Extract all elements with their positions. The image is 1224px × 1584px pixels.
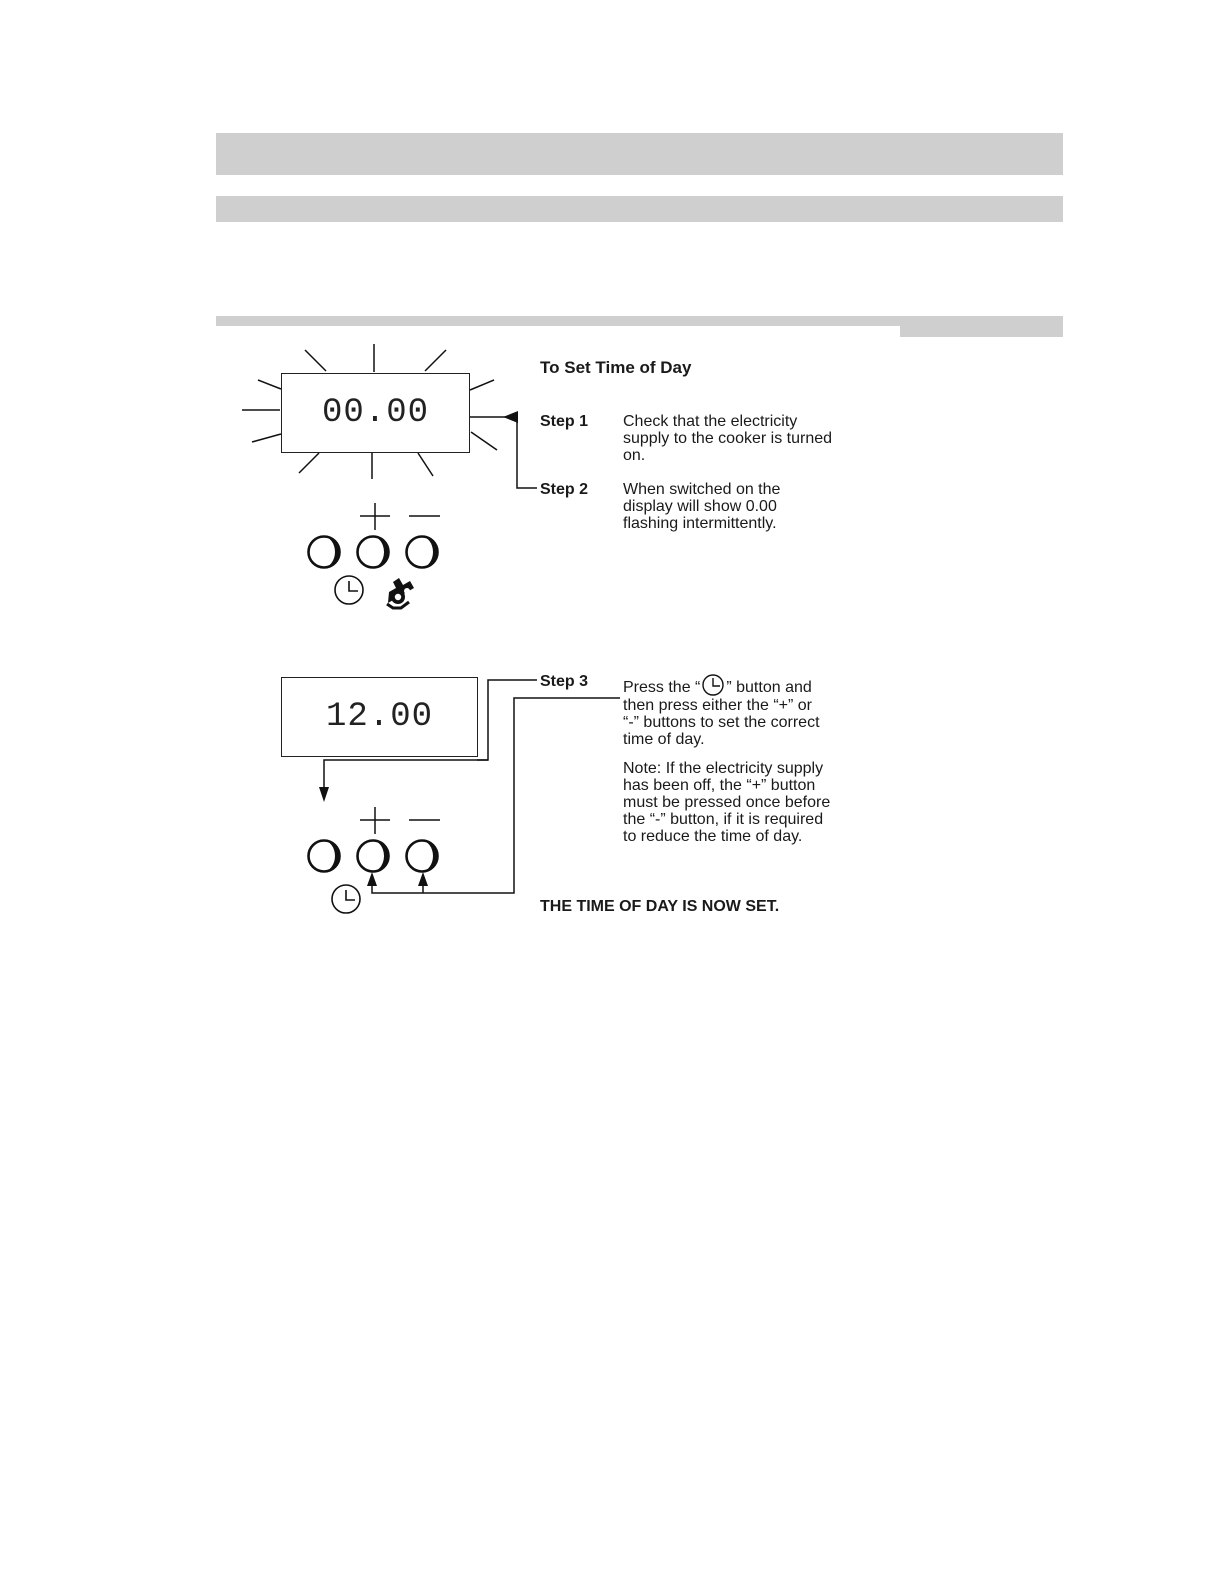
note-text: Note: If the electricity supply has been off, the “+” button must be pressed once before the “-” button, if it is required to reduce the time of day.: [623, 760, 831, 845]
knob-right: [407, 537, 438, 568]
step-2-label: Step 2: [540, 481, 589, 498]
step-1-label: Step 1: [540, 413, 589, 430]
cooking-program-icon: [387, 578, 414, 608]
step-1-text: Check that the electricity supply to the cooker is turned on.: [623, 413, 833, 464]
clock-icon-2: [332, 885, 360, 913]
step-3-text-after: ” button and then press either the “+” or “-” buttons to set the correct time of day.: [623, 679, 820, 748]
inline-clock-icon: [700, 673, 726, 697]
step-3-label: Step 3: [540, 673, 589, 690]
clock-icon: [335, 576, 363, 604]
knob-right: [407, 841, 438, 872]
knob-left: [309, 841, 340, 872]
instructions-title: To Set Time of Day: [540, 358, 692, 377]
conclusion-text: THE TIME OF DAY IS NOW SET.: [540, 898, 780, 915]
display-initial: 00.00: [281, 373, 470, 453]
knob-row-1: [309, 537, 438, 568]
knob-middle: [358, 537, 389, 568]
step-2-text: When switched on the display will show 0.00 flashing intermittently.: [623, 481, 781, 532]
step-3-text-before: Press the “: [623, 679, 701, 696]
display-set: 12.00: [281, 677, 478, 757]
knob-middle: [358, 841, 389, 872]
step-3-text: [623, 673, 820, 748]
knob-row-2: [309, 841, 438, 872]
knob-left: [309, 537, 340, 568]
